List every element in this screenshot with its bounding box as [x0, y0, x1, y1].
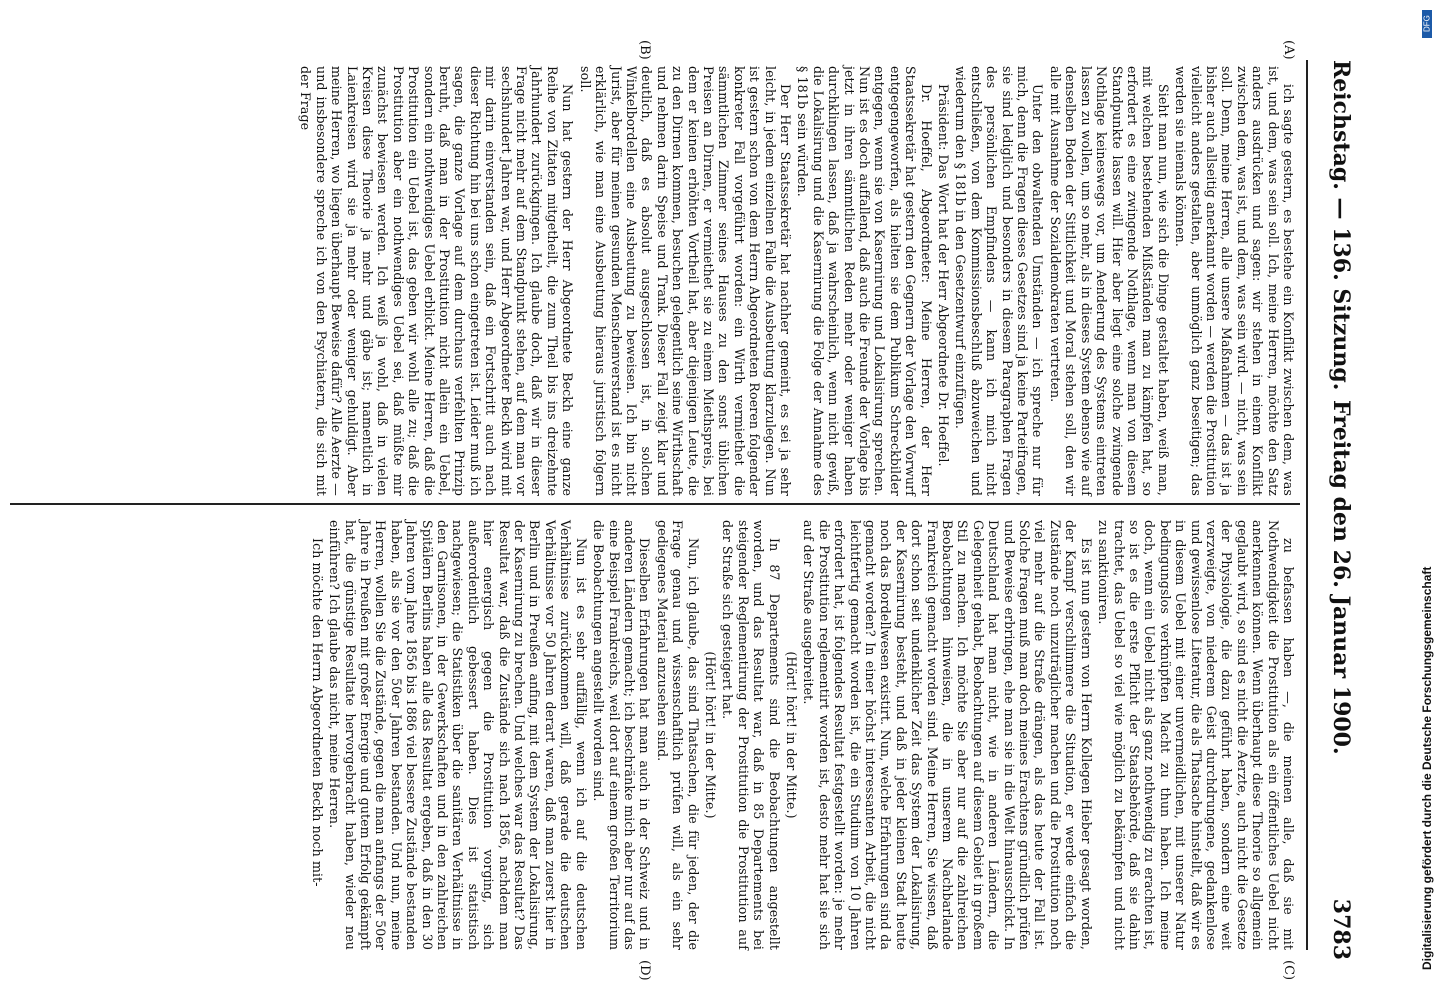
- page-number: 3783: [1328, 898, 1354, 960]
- paragraph: Sieht man nun, wie sich die Dinge gestaltet haben, weiß man, mit welchen bestehenden Mißständen man zu kämpfen hat, so erfordert es eine zwingende Nothlage, wenn man von diesem Standpunkte lassen will. Hier aber liegt eine solche zwingende Nothlage keineswegs vor, um Aenderung des Systems eintreten lassen zu wollen, um so mehr, als in dieses System ebenso wie auf denselben Boden der Sittlichkeit und Moral stehen soll, den wir alle mit Ausnahme der Sozialdemokraten vertreten.: [1047, 66, 1171, 496]
- paragraph: Ich möchte den Herrn Abgeordneten Beckh noch mit-: [309, 538, 325, 887]
- paragraph: Nun hat gestern der Herr Abgeordnete Beckh eine ganze Reihe von Zitaten mitgetheilt, die zum Theil bis ins dreizehnte Jahrhundert zurückgingen. Ich glaube doch, daß wir in dieser Frage nicht mehr auf dem Standpunkt stehen, auf dem man vor sechshundert Jahren war, und Herr Abgeordneter Beckh wird mit mir darin einverstanden sein, daß ein Fortschritt auch nach dieser Richtung hin bei uns schon eingetreten ist. Leider muß ich sagen, die ganze Vorlage auf dem durchaus verfehlten Prinzip beruht, daß man in der Prostitution nicht allein ein Uebel, sondern ein nothwendiges Uebel erblickt. Meine Herren, daß die Prostitution ein Uebel ist, das geben wir wohl alle zu; daß die Prostitution aber ein nothwendiges Uebel sei, daß müßte mir zunächst bewiesen werden. Ich weiß ja wohl, daß in vielen Kreisen diese Theorie ja mehr und gäbe ist; namentlich in Laienkreisen wird sie ja mehr oder weniger gehuldigt. Aber meine Herren, wo liegen überhaupt Beweise dafür? Alle Aerzte — und insbesondere spreche ich von den Psychiatern, die sich mit der Frage: [298, 66, 576, 496]
- paragraph: (Hört! hört! in der Mitte.): [784, 651, 799, 819]
- header-rule: [1306, 60, 1308, 950]
- paragraph: Dieselben Erfahrungen hat man auch in der Schweiz und in anderen Ländern gemacht; ich beschränke mich aber nur auf das eine Beispiel Frankreichs, weil dort auf einem großen Territorium die Beobachtungen angestellt worden sind.: [591, 520, 653, 950]
- paragraph: Unter den obwaltenden Umständen — ich spreche nur für mich, denn die Fragen dieses Gesetzes sind ja keine Parteifragen, sie sind lediglich und besonders in diesem Paragraphen Fragen des persönlichen Empfindens — kann ich mich nicht entschließen, von dem Kommissionsbeschluß abzuweichen und wiederum den § 181b in den Gesetzentwurf einzufügen.: [953, 66, 1046, 496]
- marker-d: (D): [637, 960, 652, 981]
- paragraph: Nun ist es sehr auffällig, wenn ich auf die deutschen Verhältnisse zurückkommen will, daß gerade die deutschen Verhältnisse vor 50 Jahren derart waren, daß man zuerst hier in Berlin und in Preußen anfing, mit dem System der Lokalisirung, der Kasernirung zu brechen. Und welches war das Resultat? Das Resultat war, daß die Zustände sich nach 1856, nachdem man hier energisch gegen die Prostitution vorging, sich außerordentlich gebessert haben. Dies ist statistisch nachgewiesen; die Statistiken über die sanitären Verhältnisse in den Garnisonen, in der Gewerkschaften und in den zahlreichen Spitälern Berlins haben alle das Resultat ergeben, daß in den 30 Jahren vom Jahre 1856 bis 1886 viel bessere Zustände bestanden haben, als sie vor den 50er Jahren bestanden. Und nun, meine Herren, wollen Sie die Zustände, gegen die man anfangs der 50er Jahre in Preußen mit großer Energie und gutem Erfolg gekämpft hat, die günstige Resultate hervorgebracht haben, wieder neu einführen? Ich glaube das nicht, meine Herren.: [327, 520, 589, 950]
- side-note: Digitalisierung gefördert durch die Deutsche Forschungsgemeinschaft: [1420, 566, 1434, 970]
- paragraph: Es ist nun gestern von Herrn Kollegen Hieber gesagt worden, der Kampf verschlimmere die Situation, er werde einfach die Zustände noch unzuträglicher machen und die Prostitution noch viel mehr auf die Straße drängen, als das heute der Fall ist. Solche Fragen muß man doch meines Erachtens gründlich prüfen und Beweise erbringen, ehe man sie in die Welt hinausschickt. In Deutschland hat man nicht, wie in anderen Ländern, die Gelegenheit gehabt, Beobachtungen auf diesem Gebiet in großem Stil zu machen. Ich möchte Sie aber nur auf die zahlreichen Beobachtungen hinweisen, die in unserem Nachbarlande Frankreich gemacht worden sind. Meine Herren, Sie wissen, daß dort schon seit undenklicher Zeit das System der Lokalisirung, der Kasernirung besteht, und daß in jeder kleinen Stadt heute noch das Bordellwesen existirt. Nun, welche Erfahrungen sind da gemacht worden? In einer höchst interessanten Arbeit, die nicht leichtfertig gemacht worden ist, die ein Studium von 10 Jahren erfordert hat, ist folgendes Resultat festgestellt worden: je mehr die Prostitution reglementirt worden ist, desto mehr hat sie sich auf der Straße ausgebreitet.: [801, 520, 1094, 950]
- dfg-badge: DFG: [1422, 10, 1432, 38]
- paragraph: Präsident: Das Wort hat der Herr Abgeordnete Dr. Hoeffel.: [936, 84, 952, 467]
- header-session: Reichstag. — 136. Sitzung.: [1328, 60, 1354, 391]
- header-date: Freitag den 26. Januar 1900.: [1328, 400, 1354, 755]
- marker-b: (B): [637, 40, 652, 60]
- left-column: [296, 66, 1296, 496]
- paragraph: (Hört! hört! in der Mitte.): [702, 651, 718, 819]
- marker-a: (A): [1281, 40, 1296, 60]
- paragraph: zu befassen haben —, die meinen alle, daß sie mit Nothwendigkeit die Prostitution als ein öffentliches Uebel nicht anerkennen können. Wenn überhaupt diese Theorie so allgemein geglaubt wird, so sind es nicht die Aerzte, auch nicht die Gesetze der Physiologie, die dazu geführt haben, sondern eine weit verzweigte, von niederem Geist durchdrungene, gedankenlose und gewissenlose Literatur, die als Thatsache hinstellt, daß wir es in diesem Uebel mit einer unvermeidlichen, mit unserer Natur bedingungslos verknüpften Macht zu thun haben. Ich meine doch, wenn ein Uebel nicht als ganz nothwendig zu erachten ist, so ist es die erste Pflicht der Staatsbehörde, daß sie dahin trachtet, das Uebel so viel wie möglich zu bekämpfen und nicht zu sanktioniren.: [1096, 520, 1296, 950]
- paragraph: ich sagte gestern, es bestehe ein Konflikt zwischen dem, was ist, und dem, was sein soll. Ich, meine Herren, möchte den Satz anders ausdrücken und sagen: wir stehen in einem Konflikt zwischen dem, was ist, und dem, was sein wird. — nicht, was sein soll. Denn, meine Herren, alle unsere Maßnahmen — das ist ja bisher auch allseitig anerkannt worden — werden die Prostitution vielleicht anders gestalten, aber unmöglich ganz beseitigen; das werden sie niemals können.: [1173, 66, 1296, 496]
- paragraph: Nun, ich glaube, das sind Thatsachen, die für jeden, der die Frage genau und wissenschaftlich prüfen will, als ein sehr gediegenes Material anzusehen sind.: [654, 520, 701, 950]
- paragraph: In 87 Departements sind die Beobachtungen angestellt worden, und das Resultat war, daß in 85 Departements bei steigender Reglementirung der Prostitution die Prostitution auf der Straße sich gesteigert hat.: [720, 520, 782, 950]
- column-divider: [10, 503, 1300, 505]
- page-header: [1314, 60, 1354, 960]
- paragraph: Dr. Hoeffel, Abgeordneter: Meine Herren, der Herr Staatssekretär hat gestern den Gegnern der Vorlage den Vorwurf entgegengeworfen, als hielten sie dem Publikum Schreckbilder entgegen, wenn sie von Kasernirung und Lokalisirung sprechen. Nun ist es doch auffallend, daß auch die Freunde der Vorlage bis jetzt in ihren sämmtlichen Reden mehr oder weniger haben durchklingen lassen, daß ja wahrscheinlich, wenn nicht gewiß, die Lokalisirung und die Kasernirung die Folge der Annahme des § 181b sein würden.: [795, 66, 934, 496]
- right-column: [307, 520, 1296, 950]
- paragraph: Der Herr Staatssekretär hat nachher gemeint, es sei ja sehr leicht, in jedem einzelnen Falle die Ausbeutung klarzulegen. Nun ist gestern schon von dem Herrn Abgeordneten Roeren folgender konkreter Fall vorgeführt worden: ein Wirth vermiethet die sämmtlichen Zimmer seines Hauses zu den sonst üblichen Preisen an Dirnen, er vermiethet sie zu einem Miethspreis, bei dem er keinen erhöhten Vortheil hat, aber diejenigen Leute, die zu den Dirnen kommen, besuchen gelegentlich seine Wirthschaft und nehmen darin Speise und Trank. Dieser Fall zeigt klar und deutlich, daß es absolut ausgeschlossen ist, in solchen Winkelbordellen eine Ausbeutung zu beweisen. Ich bin nicht Jurist, aber für meinen gesunden Menschenverstand ist es nicht erklärlich, wie man eine Ausbeutung hieraus juristisch folgern soll.: [577, 66, 793, 496]
- marker-c: (C): [1281, 960, 1296, 981]
